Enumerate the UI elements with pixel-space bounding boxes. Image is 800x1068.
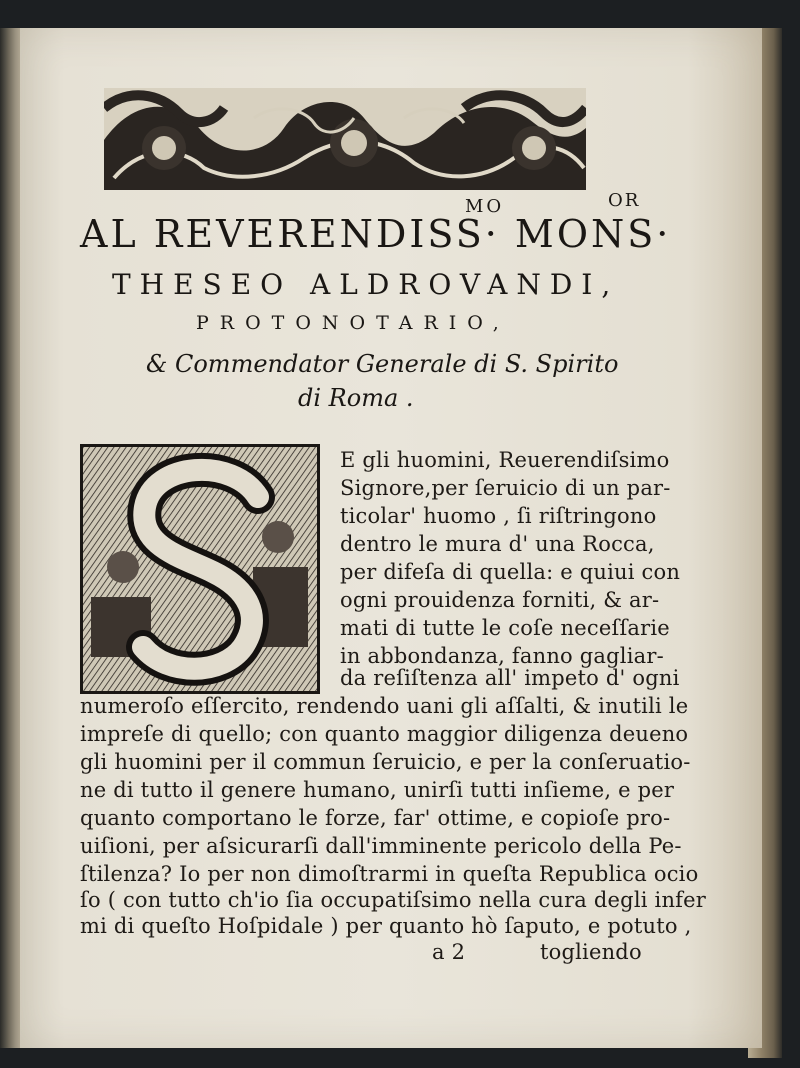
body-line-2: Signore,per ſeruicio di un par- — [340, 476, 671, 500]
heading-main: AL REVERENDISS· MONS· — [80, 212, 672, 256]
body-line-12: gli huomini per il commun ſeruicio, e per la conſeruatio- — [80, 750, 691, 774]
body-line-1: E gli huomini, Reuerendiſsimo — [340, 448, 670, 472]
heading-superscript-mo: MO — [465, 196, 505, 217]
body-line-18: mi di queſto Hoſpidale ) per quanto hò ſaputo, e potuto , — [80, 914, 692, 938]
body-line-16: ſtilenza? Io per non dimoſtrarmi in queſta Republica ocio — [80, 862, 699, 886]
body-line-13: ne di tutto il genere humano, unirſi tutti inſieme, e per — [80, 778, 675, 802]
body-line-6: ogni prouidenza forniti, & ar- — [340, 588, 660, 612]
body-line-17: ſo ( con tutto ch'io ſia occupatiſsimo nella cura degli infer — [80, 888, 707, 912]
heading-italic-line-2: di Roma . — [298, 384, 414, 412]
body-line-15: uiſioni, per aſsicurarſi dall'imminente pericolo della Pe- — [80, 834, 682, 858]
drop-cap-s — [80, 444, 320, 694]
heading-name: THESEO ALDROVANDI, — [112, 268, 620, 301]
ornamental-headpiece — [104, 88, 586, 190]
drop-cap-illustration — [83, 447, 317, 691]
heading-office: PROTONOTARIO, — [196, 312, 510, 334]
heading-italic-line-1: & Commendator Generale di S. Spirito — [146, 350, 619, 378]
body-line-11: impreſe di quello; con quanto maggior diligenza deueno — [80, 722, 689, 746]
scan-edge-left — [0, 28, 22, 1048]
body-line-4: dentro le mura d' una Rocca, — [340, 532, 655, 556]
body-line-7: mati di tutte le coſe neceſſarie — [340, 616, 670, 640]
heading-superscript-or: OR — [608, 190, 641, 211]
body-line-8: in abbondanza, fanno gagliar- — [340, 644, 664, 668]
body-line-10: numeroſo eſſercito, rendendo uani gli aſſalti, & inutili le — [80, 694, 689, 718]
catchword: togliendo — [540, 940, 642, 964]
signature-mark: a 2 — [432, 940, 466, 964]
body-line-3: ticolar' huomo , ſi riſtringono — [340, 504, 657, 528]
body-line-5: per difeſa di quella: e quiui con — [340, 560, 681, 584]
body-line-9: da reſiſtenza all' impeto d' ogni — [340, 666, 680, 690]
body-line-14: quanto comportano le forze, far' ottime, e copioſe pro- — [80, 806, 671, 830]
